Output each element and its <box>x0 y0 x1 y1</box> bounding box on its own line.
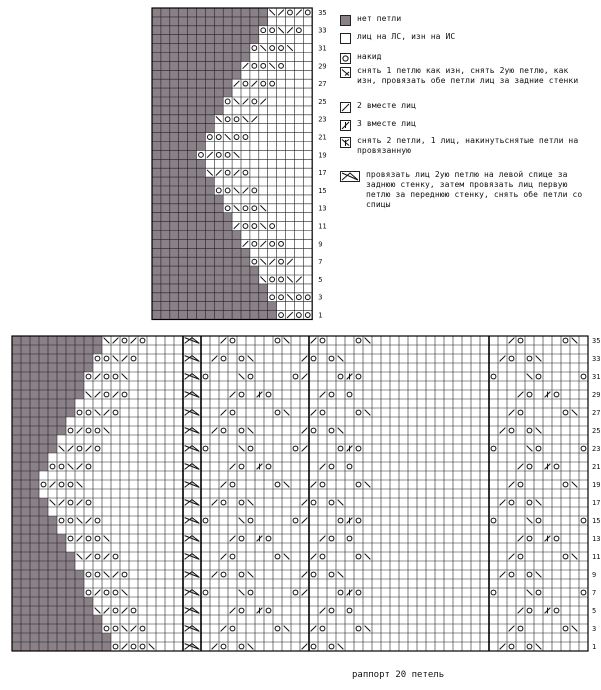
legend-item-sk2p <box>340 136 590 156</box>
row-number: 17 <box>592 499 601 508</box>
no-stitch-cells <box>12 408 75 417</box>
no-stitch-cells <box>152 177 214 186</box>
no-stitch-cells <box>12 354 93 363</box>
row-number: 25 <box>318 97 327 106</box>
legend-text: 2 вместе лиц <box>357 101 416 110</box>
legend-item-yarn-over <box>340 52 382 64</box>
empty-square-icon <box>340 33 351 44</box>
small-knitting-chart <box>152 8 337 320</box>
no-stitch-cells <box>12 516 57 525</box>
row-number: 31 <box>318 44 327 53</box>
row-number: 3 <box>318 293 323 302</box>
no-stitch-cells <box>152 222 232 231</box>
k3tog-icon <box>340 120 351 131</box>
legend-item-k3tog <box>340 119 416 131</box>
no-stitch-cells <box>152 186 214 195</box>
gray-square-icon <box>340 15 351 26</box>
row-number: 35 <box>318 8 327 17</box>
no-stitch-cells <box>12 435 57 444</box>
no-stitch-cells <box>152 248 250 257</box>
row-number: 23 <box>592 445 601 454</box>
row-number: 15 <box>318 186 327 195</box>
row-number: 21 <box>318 133 327 142</box>
row-number: 35 <box>592 337 601 346</box>
no-stitch-cells <box>12 642 111 651</box>
row-number: 15 <box>592 517 601 526</box>
legend-item-cross <box>340 170 595 210</box>
k2tog-icon <box>340 102 351 113</box>
legend-item-k2tog <box>340 101 416 113</box>
sk2p-icon <box>340 137 351 148</box>
row-number: 5 <box>318 275 323 284</box>
no-stitch-cells <box>152 8 268 17</box>
row-number: 19 <box>318 151 327 160</box>
row-number: 27 <box>318 80 327 89</box>
no-stitch-cells <box>152 124 214 133</box>
no-stitch-cells <box>152 284 268 293</box>
legend-item-no-stitch <box>340 14 401 26</box>
no-stitch-cells <box>152 115 214 124</box>
no-stitch-cells <box>152 150 197 159</box>
no-stitch-cells <box>12 552 75 561</box>
legend-text: снять 2 петли, 1 лиц, накинутьснятые петли на провязанную <box>357 136 579 155</box>
no-stitch-cells <box>152 79 232 88</box>
row-number: 1 <box>318 311 323 320</box>
no-stitch-cells <box>12 525 57 534</box>
legend-text: 3 вместе лиц <box>357 119 416 128</box>
no-stitch-cells <box>12 597 93 606</box>
row-number: 11 <box>318 222 327 231</box>
legend-item-knit <box>340 32 455 44</box>
ssk-icon <box>340 67 351 78</box>
row-number: 11 <box>592 553 601 562</box>
row-number: 3 <box>592 625 597 634</box>
row-number: 23 <box>318 115 327 124</box>
row-number: 33 <box>592 355 601 364</box>
row-number: 1 <box>592 643 597 652</box>
row-number: 7 <box>318 258 323 267</box>
no-stitch-cells <box>152 257 250 266</box>
repeat-caption: раппорт 20 петель <box>352 670 445 680</box>
row-number: 13 <box>318 204 327 213</box>
row-number: 25 <box>592 427 601 436</box>
large-knitting-chart <box>12 336 601 666</box>
legend-text: накид <box>357 52 382 61</box>
no-stitch-cells <box>12 633 111 642</box>
no-stitch-cells <box>12 471 39 480</box>
no-stitch-cells <box>12 489 39 498</box>
row-number: 33 <box>318 26 327 35</box>
no-stitch-cells <box>152 17 268 26</box>
no-stitch-cells <box>12 444 57 453</box>
row-number: 9 <box>318 240 323 249</box>
legend-text: снять 1 петлю как изн, снять 2ую петлю, как изн, провязать обе петли лиц за задние стенки <box>357 66 579 85</box>
no-stitch-cells <box>152 44 250 53</box>
legend-item-skp <box>340 66 590 86</box>
right-cross-icon <box>340 171 360 182</box>
no-stitch-cells <box>12 606 93 615</box>
legend-text: лиц на ЛС, изн на ИС <box>357 32 456 41</box>
no-stitch-cells <box>152 88 232 97</box>
no-stitch-cells <box>12 480 39 489</box>
no-stitch-cells <box>12 561 75 570</box>
no-stitch-cells <box>152 293 268 302</box>
no-stitch-cells <box>152 53 250 62</box>
no-stitch-cells <box>12 399 75 408</box>
legend-text: провязать лиц 2ую петлю на левой спице за заднюю стенку, затем провязать лиц первую петлю за переднюю стенку, снять обе петли со спицы <box>366 170 583 209</box>
row-number: 27 <box>592 409 601 418</box>
row-number: 19 <box>592 481 601 490</box>
row-number: 21 <box>592 463 601 472</box>
legend-text: нет петли <box>357 14 402 23</box>
row-number: 29 <box>592 391 601 400</box>
row-number: 29 <box>318 62 327 71</box>
yarn-over-icon <box>340 53 351 64</box>
row-number: 7 <box>592 589 597 598</box>
row-number: 13 <box>592 535 601 544</box>
row-number: 17 <box>318 169 327 178</box>
row-number: 5 <box>592 607 597 616</box>
row-number: 9 <box>592 571 597 580</box>
row-number: 31 <box>592 373 601 382</box>
no-stitch-cells <box>12 363 93 372</box>
no-stitch-cells <box>152 213 232 222</box>
